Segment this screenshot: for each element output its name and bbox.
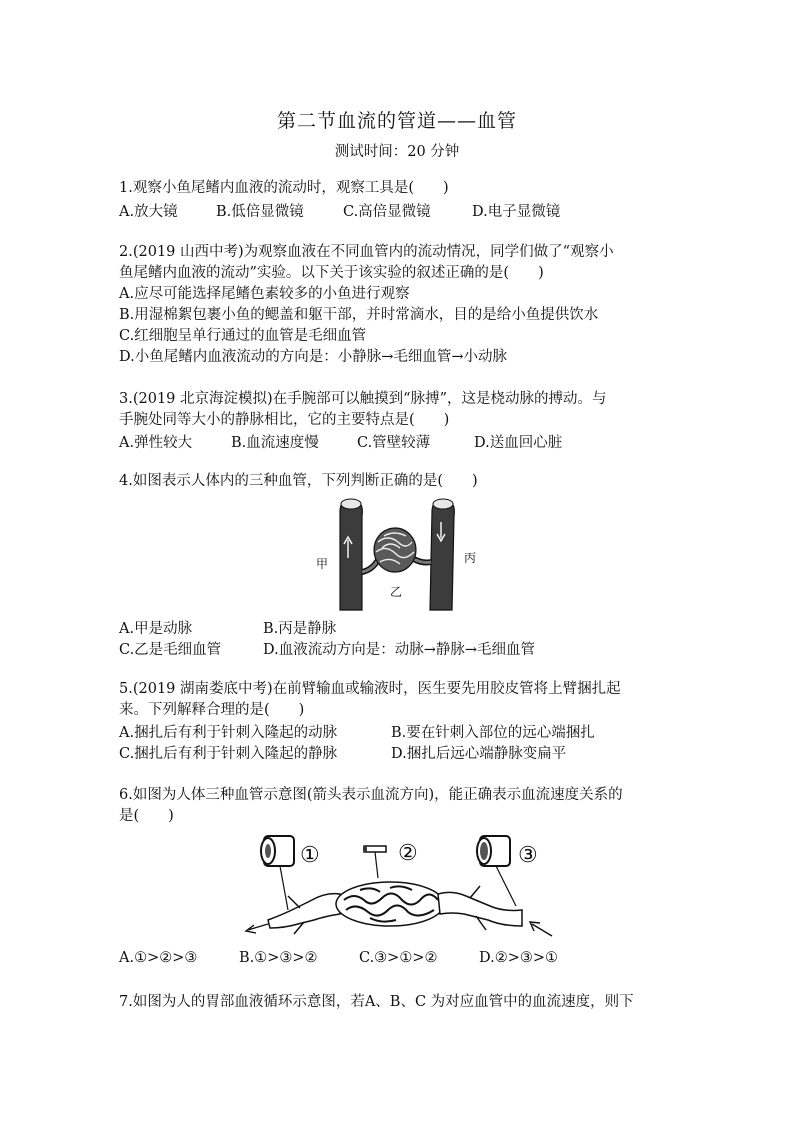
question-2-option-c[interactable]: C.红细胞呈单行通过的血管是毛细血管 (119, 328, 367, 344)
question-4-option-a[interactable]: A.甲是动脉 (119, 621, 193, 637)
question-3-stem-line-1: 3.(2019 北京海淀模拟)在手腕部可以触摸到“脉搏”，这是桡动脉的搏动。与 (119, 391, 607, 407)
blood-vessels-figure (310, 492, 490, 614)
question-5-option-b[interactable]: B.要在针刺入部位的远心端捆扎 (391, 725, 595, 741)
capillary-bed (336, 882, 444, 926)
question-6-option-d[interactable]: D.②>③>① (479, 950, 559, 966)
question-4-option-c[interactable]: C.乙是毛细血管 (119, 642, 222, 658)
capillary-section (364, 846, 386, 852)
question-4-stem: 4.如图表示人体内的三种血管，下列判断正确的是( ) (119, 473, 478, 489)
label-circle-3: ③ (518, 843, 538, 868)
vessel-left (340, 500, 362, 610)
label-circle-1: ① (300, 843, 320, 868)
question-7-stem: 7.如图为人的胃部血液循环示意图，若A、B、C 为对应血管中的血流速度，则下 (119, 994, 634, 1010)
label-circle-2: ② (398, 841, 418, 866)
question-2-option-b[interactable]: B.用湿棉絮包裹小鱼的鳃盖和躯干部，并时常滴水，目的是给小鱼提供饮水 (119, 307, 599, 323)
test-time: 测试时间：20 分钟 (334, 144, 460, 160)
label-bing: 丙 (464, 551, 477, 565)
question-3-option-d[interactable]: D.送血回心脏 (474, 435, 563, 451)
page-title: 第二节血流的管道——血管 (276, 110, 517, 132)
vessel-right (430, 500, 454, 610)
question-1-stem: 1.观察小鱼尾鳍内血液的流动时，观察工具是( ) (119, 180, 449, 196)
question-3 (119, 389, 679, 431)
question-3-option-b[interactable]: B.血流速度慢 (231, 435, 319, 451)
question-2-stem-line-2: 鱼尾鳍内血液的流动”实验。以下关于该实验的叙述正确的是( ) (119, 265, 544, 281)
question-5-stem-line-1: 5.(2019 湖南娄底中考)在前臂输血或输液时，医生要先用胶皮管将上臂捆扎起 (119, 681, 621, 697)
question-5-option-c[interactable]: C.捆扎后有利于针刺入隆起的静脉 (119, 746, 338, 762)
question-6-option-c[interactable]: C.③>①>② (359, 950, 438, 966)
question-6-option-a[interactable]: A.①>②>③ (119, 950, 198, 966)
question-4-option-b[interactable]: B.丙是静脉 (263, 621, 337, 637)
vessel-cross-section-figure (240, 830, 560, 942)
question-3-stem-line-2: 手腕处同等大小的静脉相比，它的主要特点是( ) (119, 412, 450, 428)
question-2-option-d[interactable]: D.小鱼尾鳍内血液流动的方向是：小静脉→毛细血管→小动脉 (119, 349, 508, 365)
question-3-option-c[interactable]: C.管壁较薄 (357, 435, 431, 451)
question-2-option-a[interactable]: A.应尽可能选择尾鳍色素较多的小鱼进行观察 (119, 286, 410, 302)
question-5 (119, 679, 679, 721)
question-1-option-d[interactable]: D.电子显微镜 (472, 204, 561, 220)
question-4-option-d[interactable]: D.血液流动方向是：动脉→静脉→毛细血管 (263, 642, 536, 658)
question-2-stem-line-1: 2.(2019 山西中考)为观察血液在不同血管内的流动情况，同学们做了“观察小 (119, 244, 614, 260)
question-1-option-b[interactable]: B.低倍显微镜 (216, 204, 304, 220)
question-1-option-a[interactable]: A.放大镜 (119, 204, 178, 220)
question-5-option-d[interactable]: D.捆扎后远心端静脉变扁平 (391, 746, 567, 762)
label-jia: 甲 (316, 557, 329, 571)
label-yi: 乙 (390, 585, 403, 599)
question-5-option-a[interactable]: A.捆扎后有利于针刺入隆起的动脉 (119, 725, 338, 741)
question-6-stem-line-1: 6.如图为人体三种血管示意图(箭头表示血流方向)，能正确表示血流速度关系的 (119, 787, 623, 803)
question-5-stem-line-2: 来。下列解释合理的是( ) (119, 702, 305, 718)
question-6-stem-line-2: 是( ) (119, 808, 174, 824)
question-2 (119, 242, 679, 368)
question-6-option-b[interactable]: B.①>③>② (239, 950, 318, 966)
question-6 (119, 785, 679, 827)
question-1-option-c[interactable]: C.高倍显微镜 (343, 204, 431, 220)
question-3-option-a[interactable]: A.弹性较大 (119, 435, 193, 451)
